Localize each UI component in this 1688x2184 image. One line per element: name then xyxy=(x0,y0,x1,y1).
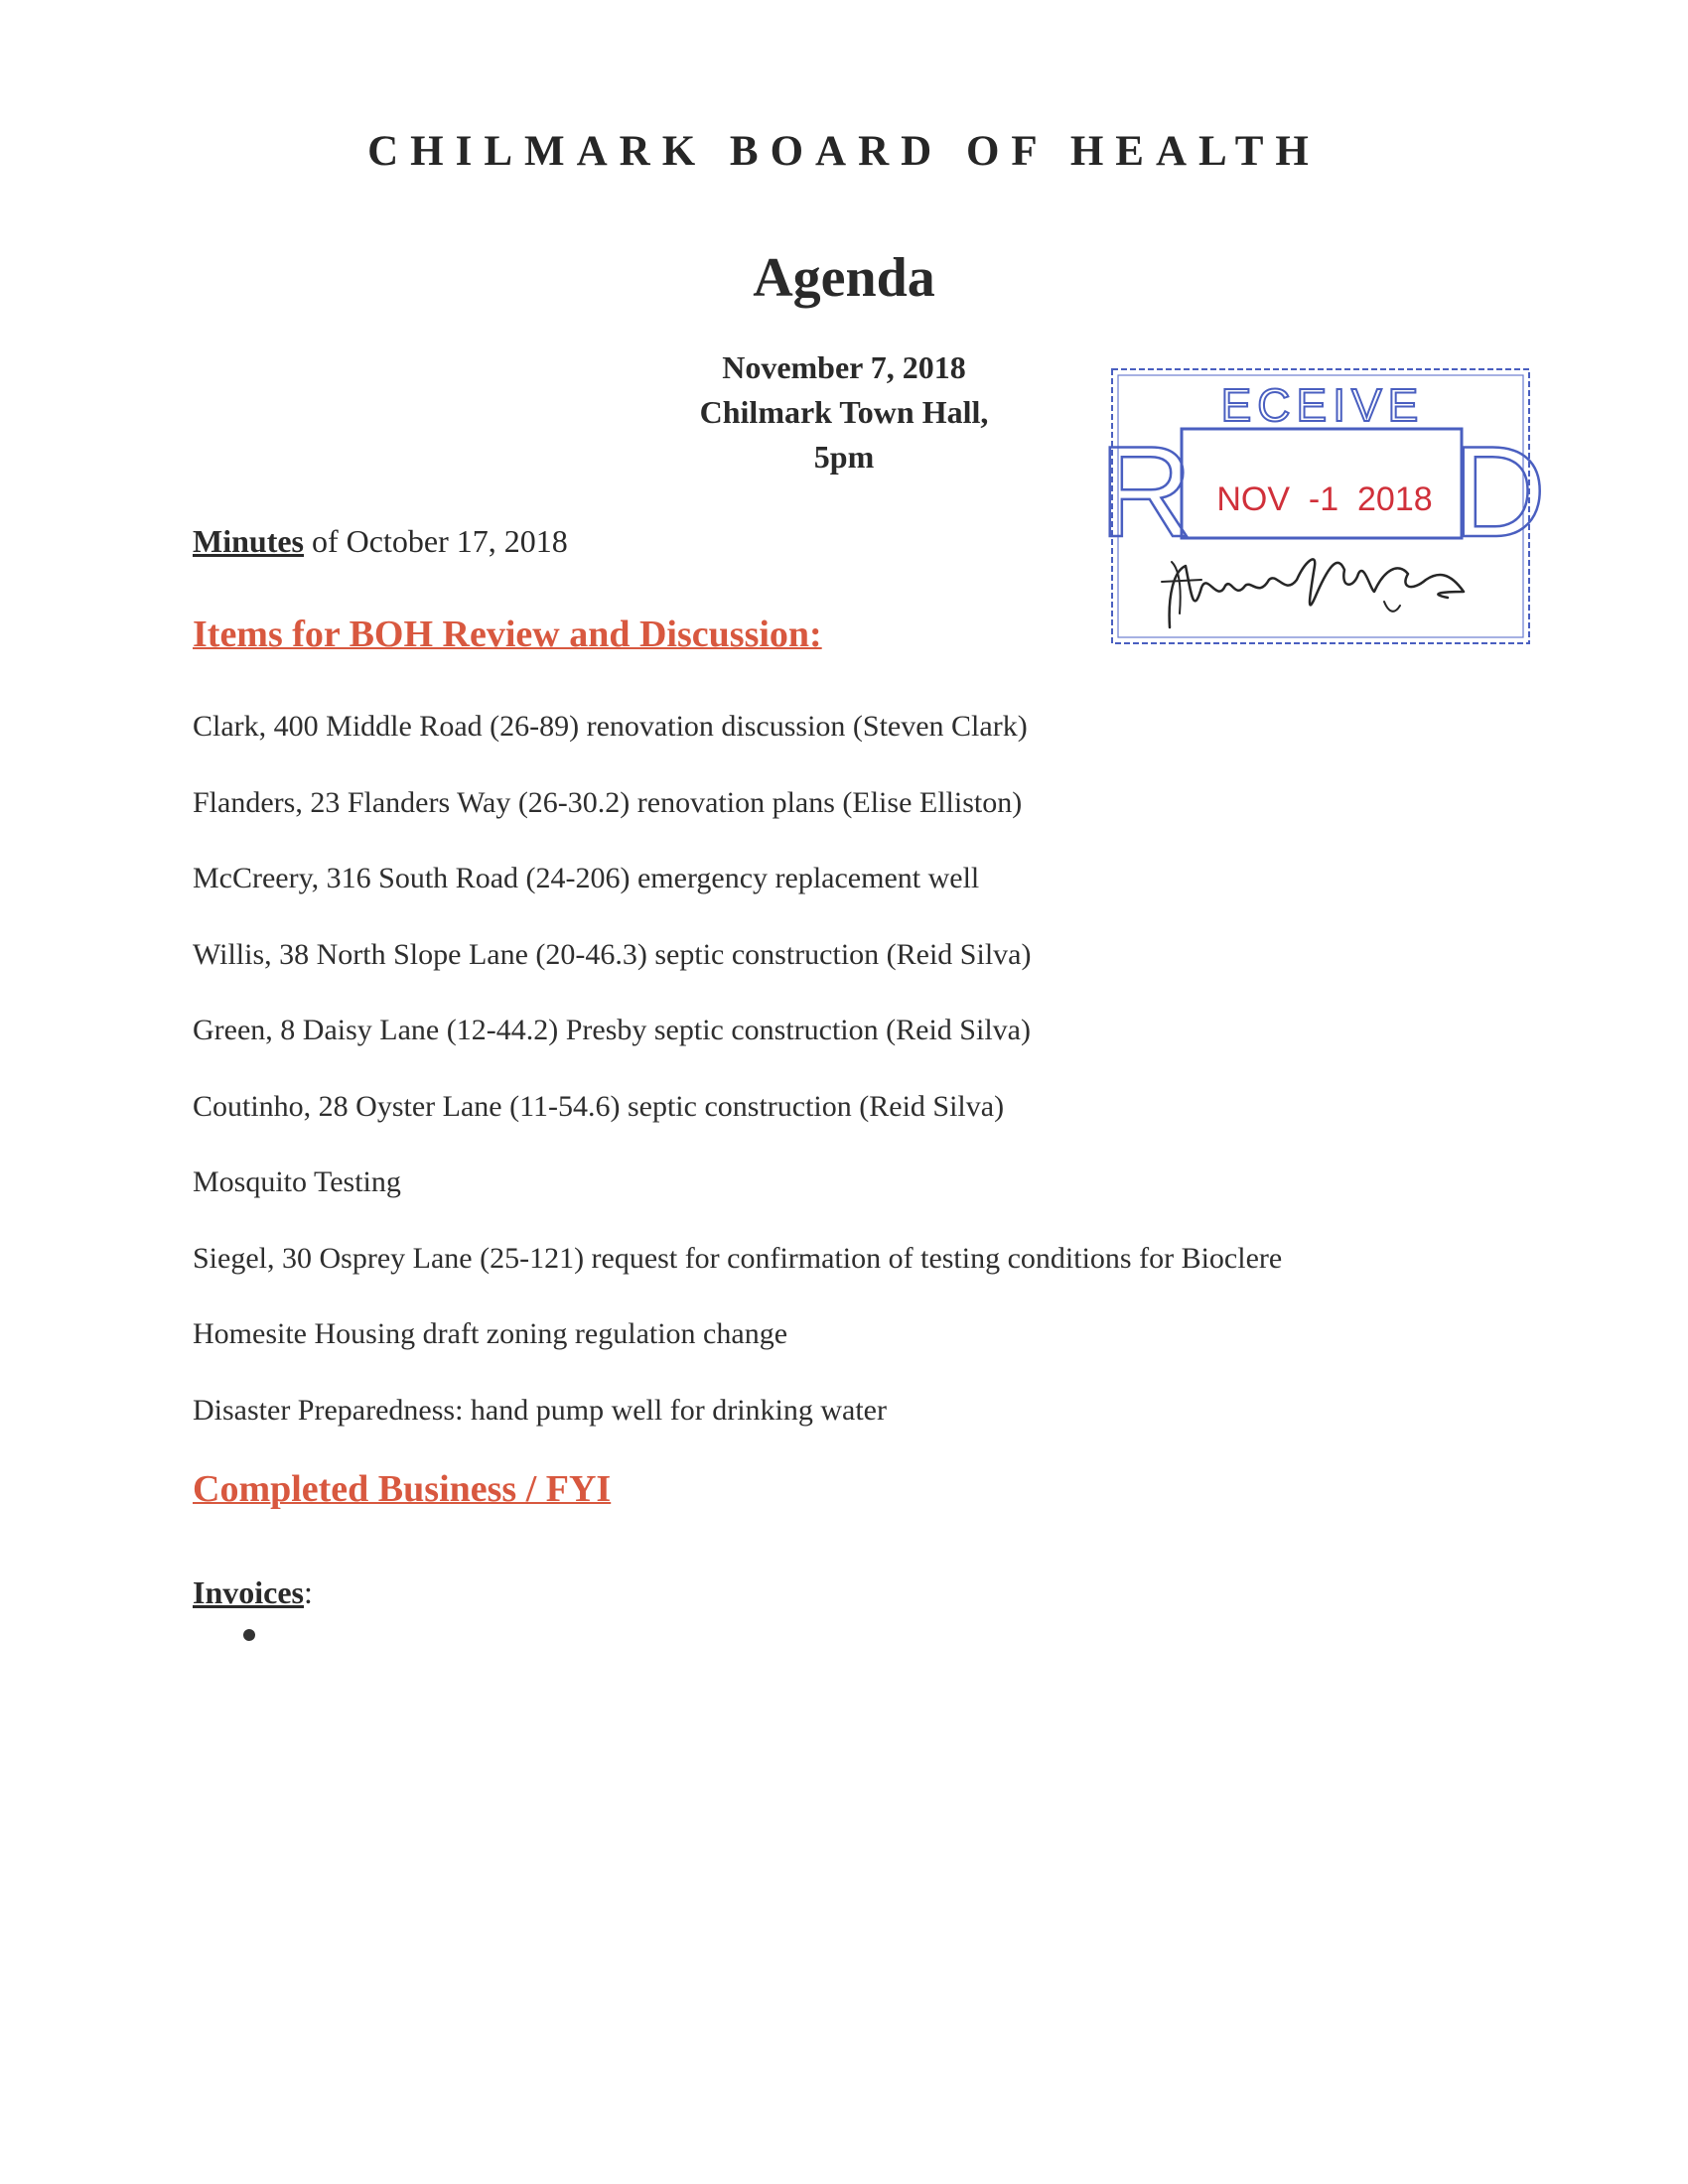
invoices-line xyxy=(193,1574,313,1611)
agenda-item: Mosquito Testing xyxy=(193,1165,401,1198)
stamp-signature-strokes xyxy=(1162,562,1400,614)
stamp-signature xyxy=(1170,559,1464,627)
received-stamp-graphic xyxy=(1099,367,1546,647)
meeting-time: 5pm xyxy=(813,439,875,475)
agenda-item: Homesite Housing draft zoning regulation change xyxy=(193,1317,788,1350)
meeting-date: November 7, 2018 xyxy=(722,349,966,385)
page-title: Agenda xyxy=(753,247,935,309)
empty-bullet-point xyxy=(243,1629,255,1641)
received-stamp xyxy=(1099,367,1546,647)
agenda-item-list xyxy=(193,707,1282,1466)
stamp-letter-d: D xyxy=(1453,419,1546,564)
invoices-label: Invoices xyxy=(193,1574,304,1610)
agenda-item: Clark, 400 Middle Road (26-89) renovation discussion (Steven Clark) xyxy=(193,710,1028,743)
agenda-item: Flanders, 23 Flanders Way (26-30.2) renovation plans (Elise Elliston) xyxy=(193,785,1023,819)
agenda-item: Green, 8 Daisy Lane (12-44.2) Presby septic construction (Reid Silva) xyxy=(193,1014,1031,1046)
stamp-received-date: NOV -1 2018 xyxy=(1216,480,1433,518)
completed-section-heading: Completed Business / FYI xyxy=(193,1468,612,1510)
minutes-text: of October 17, 2018 xyxy=(304,523,568,559)
agenda-item: McCreery, 316 South Road (24-206) emergency replacement well xyxy=(193,862,980,894)
stamp-letters-eceive: ECEIVE xyxy=(1220,379,1425,431)
review-section-heading: Items for BOH Review and Discussion: xyxy=(193,614,822,655)
agenda-item: Disaster Preparedness: hand pump well for drinking water xyxy=(193,1393,887,1427)
minutes-label: Minutes xyxy=(193,523,304,559)
agenda-item: Coutinho, 28 Oyster Lane (11-54.6) septic construction (Reid Silva) xyxy=(193,1089,1005,1123)
meeting-location: Chilmark Town Hall, xyxy=(699,394,989,430)
organization-name: CHILMARK BOARD OF HEALTH xyxy=(367,128,1321,175)
agenda-item: Willis, 38 North Slope Lane (20-46.3) septic construction (Reid Silva) xyxy=(193,937,1032,971)
minutes-line xyxy=(193,523,568,560)
invoices-colon: : xyxy=(304,1574,313,1610)
agenda-item: Siegel, 30 Osprey Lane (25-121) request for confirmation of testing conditions for Bioclere xyxy=(193,1241,1283,1275)
stamp-letter-r: R xyxy=(1099,419,1193,564)
